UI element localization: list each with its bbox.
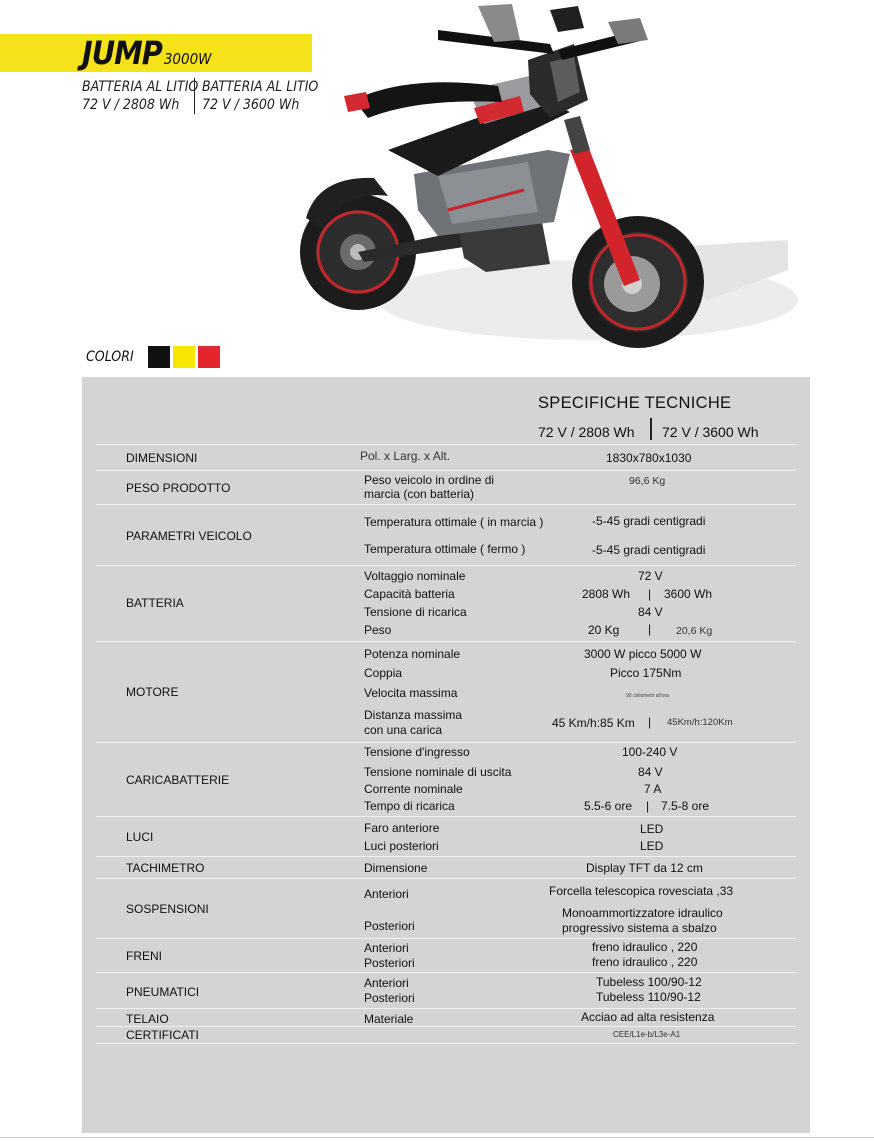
spec-motore-sub4a: Distanza massima [364, 708, 463, 722]
row-divider [96, 856, 796, 857]
spec-dimensioni-sub: Pol. x Larg. x Alt. [360, 449, 451, 463]
spec-batteria-val4a: 20 Kg [588, 623, 620, 637]
spec-pneumatici-val2: Tubeless 110/90-12 [596, 990, 701, 1004]
spec-pneumatici-sub2: Posteriori [364, 991, 415, 1005]
spec-caricabatterie-sep: | [646, 799, 650, 813]
spec-caricabatterie-sub2: Tensione nominale di uscita [364, 765, 512, 779]
spec-parametri-val2: -5-45 gradi centigradi [592, 543, 706, 557]
spec-parametri-label: PARAMETRI VEICOLO [126, 529, 252, 543]
spec-batteria-sub3: Tensione di ricarica [364, 605, 467, 619]
spec-luci-label: LUCI [126, 830, 154, 844]
battery-option-1-spec: 72 V / 2808 Wh [82, 97, 180, 113]
spec-sospensioni-val2b: progressivo sistema a sbalzo [562, 921, 717, 935]
spec-batteria-sep: | [648, 587, 652, 601]
spec-sospensioni-sub1: Anteriori [364, 887, 409, 901]
spec-freni-sub2: Posteriori [364, 956, 415, 970]
colors-label: COLORI [86, 349, 134, 365]
spec-batteria-sub1: Voltaggio nominale [364, 569, 466, 583]
spec-pneumatici-val1: Tubeless 100/90-12 [596, 975, 702, 989]
motorcycle-image [288, 0, 808, 372]
spec-batteria-val1: 72 V [638, 569, 663, 583]
specs-version-separator [650, 418, 652, 440]
spec-caricabatterie-val4b: 7.5-8 ore [661, 799, 710, 813]
row-divider [96, 1008, 796, 1009]
spec-motore-label: MOTORE [126, 685, 179, 699]
spec-pneumatici-label: PNEUMATICI [126, 985, 200, 999]
spec-motore-val2: Picco 175Nm [610, 666, 682, 680]
row-divider [96, 444, 796, 445]
spec-motore-val1: 3000 W picco 5000 W [584, 647, 702, 661]
battery-option-2-spec: 72 V / 3600 Wh [202, 97, 300, 113]
row-divider [96, 1026, 796, 1027]
specs-title: SPECIFICHE TECNICHE [538, 394, 732, 412]
color-swatch-black[interactable] [148, 346, 170, 368]
spec-parametri-sub1: Temperatura ottimale ( in marcia ) [364, 515, 544, 529]
spec-batteria-val2b: 3600 Wh [664, 587, 713, 601]
spec-motore-sub1: Potenza nominale [364, 647, 461, 661]
spec-luci-sub2: Luci posteriori [364, 839, 439, 853]
spec-caricabatterie-val2: 84 V [638, 765, 663, 779]
spec-batteria-val4b: 20,6 Kg [676, 625, 713, 637]
spec-caricabatterie-val4a: 5.5-6 ore [584, 799, 633, 813]
spec-sospensioni-label: SOSPENSIONI [126, 902, 209, 916]
colors-row [86, 346, 223, 368]
model-power: 3000W [163, 50, 212, 68]
spec-sospensioni-val1: Forcella telescopica rovesciata ,33 [549, 884, 734, 898]
battery-option-1 [82, 78, 198, 114]
spec-motore-val3: 90 chilometri all'ora [626, 693, 669, 699]
specs-version-2: 72 V / 3600 Wh [662, 424, 759, 440]
row-divider [96, 504, 796, 505]
spec-certificati-value: CEE/L1e-b/L3e-A1 [613, 1030, 681, 1039]
color-swatch-red[interactable] [198, 346, 220, 368]
page-bottom-line [0, 1137, 874, 1138]
color-swatch-yellow[interactable] [173, 346, 195, 368]
spec-sospensioni-val2a: Monoammortizzatore idraulico [562, 906, 723, 920]
spec-telaio-label: TELAIO [126, 1012, 169, 1026]
specs-version-1: 72 V / 2808 Wh [538, 424, 635, 440]
spec-peso-label: PESO PRODOTTO [126, 481, 231, 495]
spec-freni-val2: freno idraulico , 220 [592, 955, 698, 969]
row-divider [96, 565, 796, 566]
spec-dimensioni-value: 1830x780x1030 [606, 451, 692, 465]
spec-motore-val4a: 45 Km/h:85 Km [552, 716, 635, 730]
spec-tachimetro-label: TACHIMETRO [126, 861, 205, 875]
spec-caricabatterie-label: CARICABATTERIE [126, 773, 230, 787]
row-divider [96, 938, 796, 939]
row-divider [96, 1043, 796, 1044]
spec-motore-sub2: Coppia [364, 666, 403, 680]
spec-batteria-val2a: 2808 Wh [582, 587, 631, 601]
spec-motore-sub3: Velocita massima [364, 686, 458, 700]
row-divider [96, 742, 796, 743]
spec-pneumatici-sub1: Anteriori [364, 976, 409, 990]
spec-batteria-sep: | [648, 622, 652, 636]
battery-option-1-type: BATTERIA AL LITIO [82, 79, 199, 95]
spec-peso-sub2: marcia (con batteria) [364, 487, 475, 501]
spec-sospensioni-sub2: Posteriori [364, 919, 415, 933]
spec-luci-val2: LED [640, 839, 664, 853]
model-name: JUMP [82, 34, 162, 72]
spec-luci-val1: LED [640, 822, 664, 836]
row-divider [96, 641, 796, 642]
spec-batteria-sub4: Peso [364, 623, 392, 637]
row-divider [96, 470, 796, 471]
spec-motore-val4b: 45Km/h:120Km [667, 717, 733, 728]
spec-freni-val1: freno idraulico , 220 [592, 940, 698, 954]
spec-batteria-val3: 84 V [638, 605, 663, 619]
row-divider [96, 878, 796, 879]
spec-dimensioni-label: DIMENSIONI [126, 451, 198, 465]
spec-caricabatterie-val1: 100-240 V [622, 745, 678, 759]
spec-tachimetro-value: Display TFT da 12 cm [586, 861, 703, 875]
spec-parametri-sub2: Temperatura ottimale ( fermo ) [364, 542, 526, 556]
spec-motore-sub4b: con una carica [364, 723, 443, 737]
spec-motore-sep: | [648, 715, 652, 729]
spec-freni-label: FRENI [126, 949, 162, 963]
spec-parametri-val1: -5-45 gradi centigradi [592, 514, 706, 528]
spec-freni-sub1: Anteriori [364, 941, 409, 955]
battery-option-2-type: BATTERIA AL LITIO [202, 79, 319, 95]
row-divider [96, 972, 796, 973]
spec-caricabatterie-sub3: Corrente nominale [364, 782, 463, 796]
spec-batteria-label: BATTERIA [126, 596, 184, 610]
spec-telaio-value: Acciao ad alta resistenza [581, 1010, 715, 1024]
row-divider [96, 816, 796, 817]
spec-peso-value: 96,6 Kg [629, 475, 666, 487]
spec-caricabatterie-val3: 7 A [644, 782, 662, 796]
spec-telaio-sub: Materiale [364, 1012, 414, 1026]
model-title [82, 36, 212, 76]
spec-certificati-label: CERTIFICATI [126, 1028, 199, 1042]
spec-tachimetro-sub: Dimensione [364, 861, 428, 875]
spec-peso-sub1: Peso veicolo in ordine di [364, 473, 495, 487]
spec-caricabatterie-sub1: Tensione d'ingresso [364, 745, 470, 759]
spec-luci-sub1: Faro anteriore [364, 821, 440, 835]
spec-batteria-sub2: Capacità batteria [364, 587, 455, 601]
spec-caricabatterie-sub4: Tempo di ricarica [364, 799, 455, 813]
